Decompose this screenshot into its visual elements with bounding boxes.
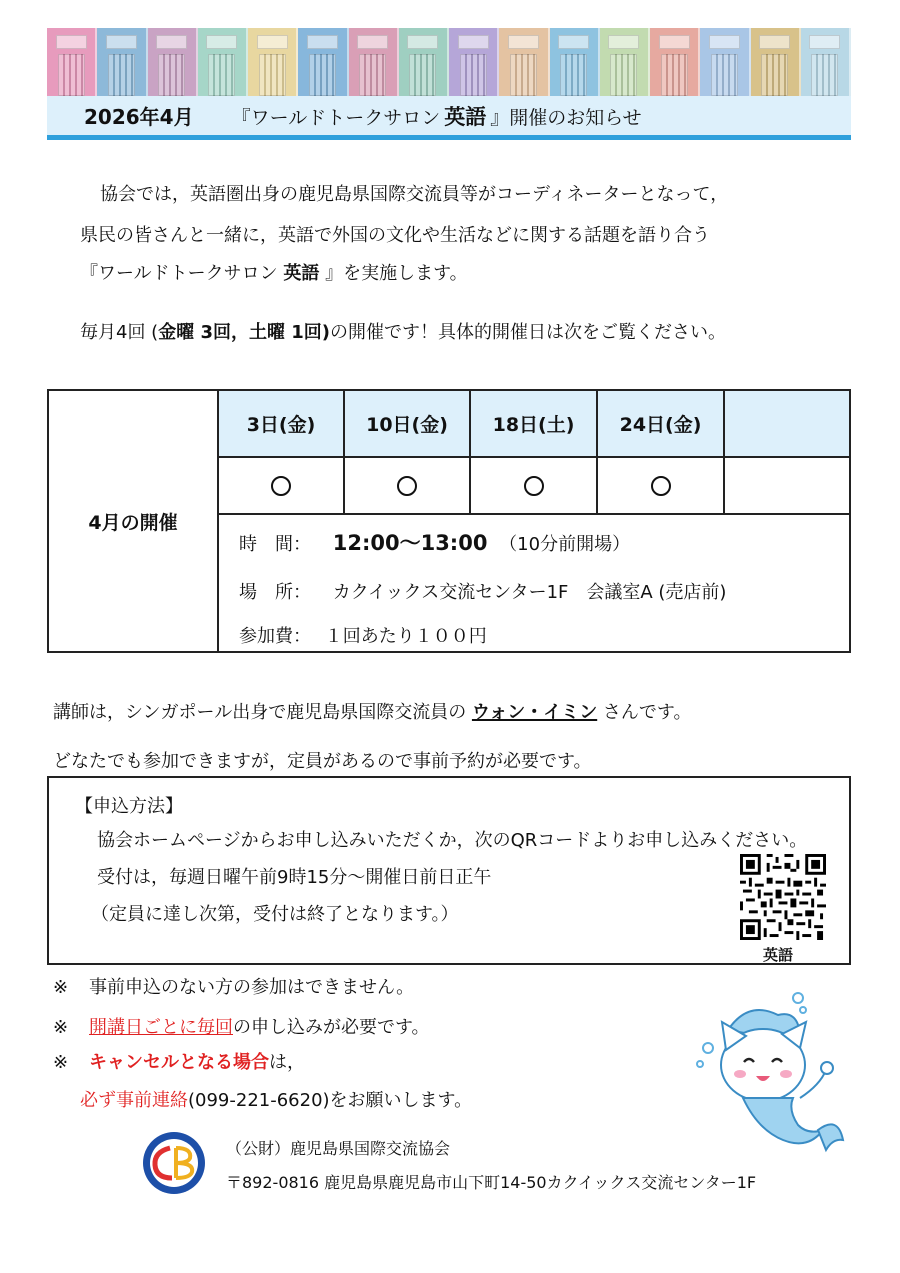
intro-line-3 (80, 265, 468, 283)
reference-mark: ※ (53, 977, 69, 998)
title-text-after: 』開催のお知らせ (490, 106, 642, 129)
held-circle-icon (271, 476, 291, 496)
remark-4 (80, 1086, 472, 1112)
time-note: （10分前開場） (499, 534, 631, 555)
intro-line-2: 県民の皆さんと一緒に，英語で外国の文化や生活などに関する話題を語り合う (80, 225, 710, 246)
lecturer-name: ウォン・イミン (471, 702, 598, 723)
application-line-2: 受付は，毎週日曜午前9時15分〜開催日前日正午 (97, 867, 492, 888)
remark-3 (53, 1048, 305, 1074)
place-value: カクイックス交流センター1F 会議室A (売店前) (332, 582, 727, 603)
title-text-before: 『ワールドトークサロン (231, 106, 441, 129)
held-circle-icon (651, 476, 671, 496)
schedule-mark-2 (345, 458, 471, 515)
intro-frequency-before: 毎月4回 ( (80, 322, 159, 343)
remark-1 (53, 973, 414, 999)
mascot-mermaid-cat-icon (688, 990, 848, 1160)
banner-shutter (449, 28, 499, 96)
intro-line-3-before: 『ワールドトークサロン (80, 263, 284, 284)
intro-line-1: 協会では，英語圏出身の鹿児島県国際交流員等がコーディネーターとなって， (100, 184, 729, 205)
schedule-mark-5 (725, 458, 849, 515)
remark-1-text: 事前申込のない方の参加はできません。 (89, 977, 415, 998)
reference-mark: ※ (53, 1052, 69, 1073)
banner-shutter (550, 28, 600, 96)
title-language: 英語 (444, 104, 487, 129)
time-label: 時 間： (239, 534, 311, 555)
held-circle-icon (397, 476, 417, 496)
intro-frequency-bold: 金曜 3回，土曜 1回) (158, 322, 331, 343)
remark-2 (53, 1013, 430, 1039)
schedule-table (47, 389, 851, 653)
banner-shutter (47, 28, 97, 96)
schedule-time (239, 527, 630, 557)
banner-shutter (349, 28, 399, 96)
banner-shutter (198, 28, 248, 96)
remark-2-text: の申し込みが必要です。 (233, 1017, 430, 1038)
held-circle-icon (524, 476, 544, 496)
schedule-date-4: 24日(金) (598, 391, 725, 458)
schedule-month-label: 4月の開催 (49, 391, 219, 651)
intro-line-3-bold: 英語 (283, 263, 320, 284)
application-line-3: （定員に達し次第，受付は終了となります。） (91, 904, 459, 925)
schedule-fee (239, 622, 487, 648)
schedule-date-5 (725, 391, 849, 458)
organization-name: （公財）鹿児島県国際交流協会 (226, 1139, 451, 1158)
schedule-date-3: 18日(土) (471, 391, 598, 458)
lecturer-info (53, 698, 691, 724)
remark-2-emphasis: 開講日ごとに毎回 (89, 1017, 233, 1038)
remark-3-emphasis: キャンセルとなる場合 (89, 1052, 269, 1073)
application-heading: 【申込方法】 (75, 796, 183, 817)
fee-value: １回あたり１００円 (324, 626, 487, 647)
banner-shutter (97, 28, 147, 96)
header-banner-image (47, 28, 851, 96)
title-month: 2026年4月 (84, 105, 194, 129)
schedule-mark-1 (219, 458, 345, 515)
banner-shutter (399, 28, 449, 96)
place-label: 場 所： (239, 582, 311, 603)
remark-4-emphasis: 必ず事前連絡 (80, 1090, 188, 1111)
banner-shutter (801, 28, 851, 96)
lecturer-after: さんです。 (597, 702, 692, 723)
banner-shutter (751, 28, 801, 96)
banner-shutter (248, 28, 298, 96)
reference-mark: ※ (53, 1017, 69, 1038)
time-value: 12:00〜13:00 (332, 531, 488, 555)
banner-shutter (499, 28, 549, 96)
schedule-date-1: 3日(金) (219, 391, 345, 458)
qr-code-icon[interactable] (739, 854, 827, 940)
banner-shutter (700, 28, 750, 96)
banner-shutter (600, 28, 650, 96)
banner-shutter (650, 28, 700, 96)
application-box (47, 776, 851, 965)
intro-line-3-after: 』を実施します。 (319, 263, 468, 284)
reservation-note: どなたでも参加できますが，定員があるので事前予約が必要です。 (53, 751, 592, 772)
schedule-place (239, 578, 726, 604)
remark-3-text: は， (269, 1052, 305, 1073)
intro-frequency-after: の開催です！具体的開催日は次をご覧ください。 (330, 322, 727, 343)
application-line-1: 協会ホームページからお申し込みいただくか，次のQRコードよりお申し込みください。 (97, 830, 808, 851)
intro-frequency (80, 324, 726, 342)
fee-label: 参加費： (239, 626, 311, 647)
contact-phone-text: (099-221-6620)をお願いします。 (188, 1090, 473, 1111)
schedule-mark-4 (598, 458, 725, 515)
banner-shutter (298, 28, 348, 96)
association-logo-icon (140, 1130, 208, 1196)
schedule-date-2: 10日(金) (345, 391, 471, 458)
banner-shutter (148, 28, 198, 96)
schedule-mark-3 (471, 458, 598, 515)
lecturer-before: 講師は，シンガポール出身で鹿児島県国際交流員の (53, 702, 472, 723)
organization-address: 〒892-0816 鹿児島県鹿児島市山下町14-50カクイックス交流センター1F (226, 1173, 757, 1192)
title-bar (47, 96, 851, 140)
page-title (232, 101, 642, 131)
qr-label: 英語 (763, 946, 794, 964)
